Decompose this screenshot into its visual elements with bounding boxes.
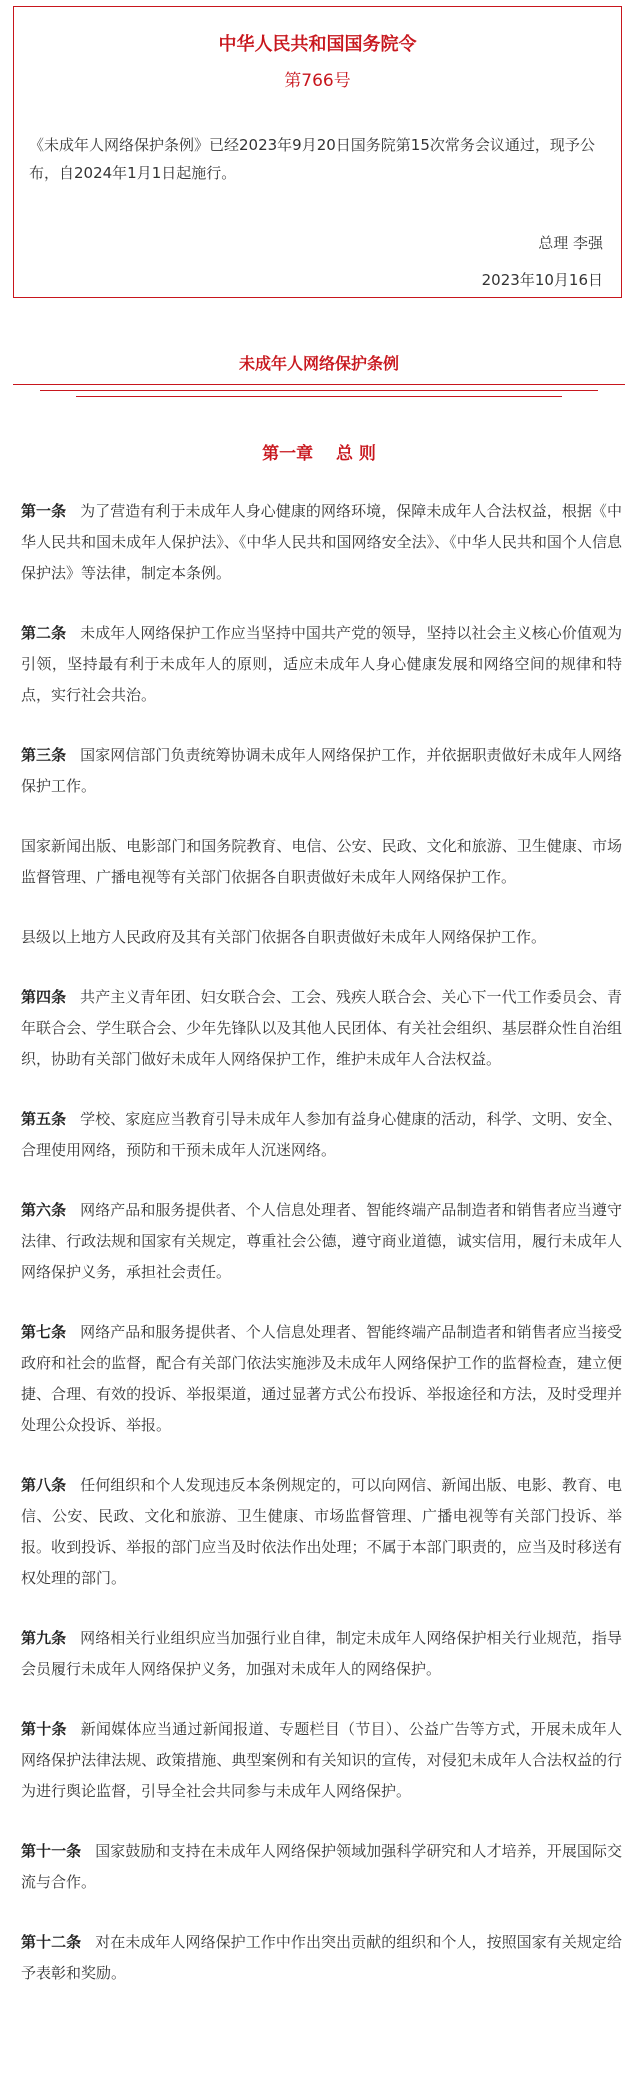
decree-title: 中华人民共和国国务院令 xyxy=(218,34,417,55)
title-divider-line xyxy=(76,396,562,397)
article-number: 第五条 xyxy=(21,1110,67,1128)
article-paragraph xyxy=(21,496,622,589)
article-number: 第九条 xyxy=(21,1629,67,1647)
document-title: 未成年人网络保护条例 xyxy=(238,354,399,373)
article-paragraph xyxy=(21,982,622,1075)
article-number: 第十一条 xyxy=(21,1842,82,1860)
article-paragraph xyxy=(21,1927,622,1989)
article-number: 第四条 xyxy=(21,988,67,1006)
article-paragraph xyxy=(21,1470,622,1594)
chapter-heading: 第一章 总 则 xyxy=(262,444,376,464)
article-text: 任何组织和个人发现违反本条例规定的，可以向网信、新闻出版、电影、教育、电信、公安、民政、文化和旅游、卫生健康、市场监督管理、广播电视等有关部门投诉、举报。收到投诉、举报的部门应当及时依法作出处理；不属于本部门职责的，应当及时移送有权处理的部门。 xyxy=(21,1476,622,1587)
article-paragraph xyxy=(21,1195,622,1288)
article-number: 第十二条 xyxy=(21,1933,82,1951)
article-number: 第三条 xyxy=(21,746,67,764)
article-paragraph xyxy=(21,740,622,802)
article-paragraph xyxy=(21,618,622,711)
decree-box xyxy=(13,6,622,298)
decree-signer: 总理 李强 xyxy=(538,234,603,252)
article-paragraph xyxy=(21,831,622,893)
article-text: 为了营造有利于未成年人身心健康的网络环境，保障未成年人合法权益，根据《中华人民共和国未成年人保护法》、《中华人民共和国网络安全法》、《中华人民共和国个人信息保护法》等法律，制定本条例。 xyxy=(21,502,622,582)
article-text: 网络相关行业组织应当加强行业自律，制定未成年人网络保护相关行业规范，指导会员履行未成年人网络保护义务，加强对未成年人的网络保护。 xyxy=(21,1629,622,1678)
decree-body: 《未成年人网络保护条例》已经2023年9月20日国务院第15次常务会议通过，现予公布，自2024年1月1日起施行。 xyxy=(29,136,595,182)
article-text: 国家网信部门负责统筹协调未成年人网络保护工作，并依据职责做好未成年人网络保护工作。 xyxy=(21,746,622,795)
article-number: 第十条 xyxy=(21,1720,67,1738)
article-text: 未成年人网络保护工作应当坚持中国共产党的领导，坚持以社会主义核心价值观为引领，坚持最有利于未成年人的原则，适应未成年人身心健康发展和网络空间的规律和特点，实行社会共治。 xyxy=(21,624,622,704)
article-text: 新闻媒体应当通过新闻报道、专题栏目（节目）、公益广告等方式，开展未成年人网络保护法律法规、政策措施、典型案例和有关知识的宣传，对侵犯未成年人合法权益的行为进行舆论监督，引导全社会共同参与未成年人网络保护。 xyxy=(21,1720,622,1800)
title-divider-line xyxy=(40,390,598,391)
article-text: 共产主义青年团、妇女联合会、工会、残疾人联合会、关心下一代工作委员会、青年联合会、学生联合会、少年先锋队以及其他人民团体、有关社会组织、基层群众性自治组织，协助有关部门做好未成年人网络保护工作，维护未成年人合法权益。 xyxy=(21,988,622,1068)
article-paragraph xyxy=(21,922,622,953)
article-paragraph xyxy=(21,1104,622,1166)
article-number: 第一条 xyxy=(21,502,67,520)
article-text: 国家鼓励和支持在未成年人网络保护领域加强科学研究和人才培养，开展国际交流与合作。 xyxy=(21,1842,622,1891)
decree-date: 2023年10月16日 xyxy=(481,271,603,289)
article-paragraph xyxy=(21,1836,622,1898)
article-text: 对在未成年人网络保护工作中作出突出贡献的组织和个人，按照国家有关规定给予表彰和奖励。 xyxy=(21,1933,622,1982)
article-paragraph xyxy=(21,1714,622,1807)
article-text: 网络产品和服务提供者、个人信息处理者、智能终端产品制造者和销售者应当接受政府和社会的监督，配合有关部门依法实施涉及未成年人网络保护工作的监督检查，建立便捷、合理、有效的投诉、举报渠道，通过显著方式公布投诉、举报途径和方法，及时受理并处理公众投诉、举报。 xyxy=(21,1323,622,1434)
article-paragraph xyxy=(21,1317,622,1441)
article-number: 第八条 xyxy=(21,1476,67,1494)
title-divider-line xyxy=(13,384,625,385)
decree-number: 第766号 xyxy=(284,71,351,91)
article-paragraph xyxy=(21,1623,622,1685)
article-number: 第六条 xyxy=(21,1201,67,1219)
article-text: 网络产品和服务提供者、个人信息处理者、智能终端产品制造者和销售者应当遵守法律、行政法规和国家有关规定，尊重社会公德，遵守商业道德，诚实信用，履行未成年人网络保护义务，承担社会责任。 xyxy=(21,1201,622,1281)
article-text: 国家新闻出版、电影部门和国务院教育、电信、公安、民政、文化和旅游、卫生健康、市场监督管理、广播电视等有关部门依据各自职责做好未成年人网络保护工作。 xyxy=(21,837,622,886)
article-text: 县级以上地方人民政府及其有关部门依据各自职责做好未成年人网络保护工作。 xyxy=(21,928,547,946)
article-text: 学校、家庭应当教育引导未成年人参加有益身心健康的活动，科学、文明、安全、合理使用网络，预防和干预未成年人沉迷网络。 xyxy=(21,1110,622,1159)
article-number: 第二条 xyxy=(21,624,67,642)
articles-list xyxy=(21,496,622,2018)
article-number: 第七条 xyxy=(21,1323,67,1341)
